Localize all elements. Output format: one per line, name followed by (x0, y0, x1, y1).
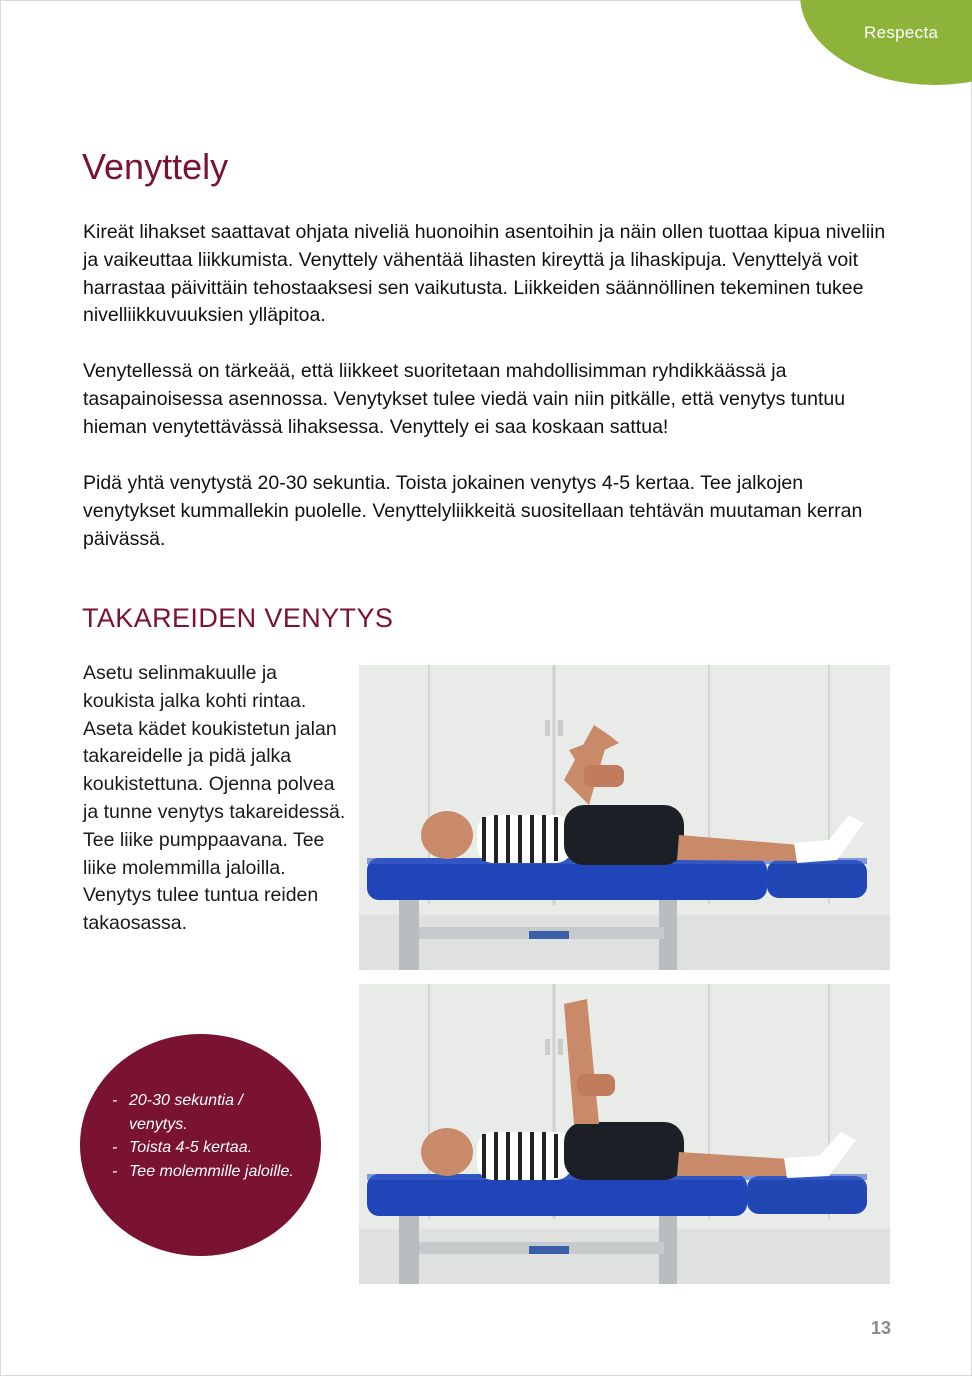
summary-circle (80, 1034, 321, 1256)
page-number: 13 (871, 1318, 892, 1338)
duration-paragraph: Pidä yhtä venytystä 20-30 sekuntia. Toista jokainen venytys 4-5 kertaa. Tee jalkojen venytykset kummallekin puolelle. Venyttelyliikkeitä suositellaan tehtävän muutaman kerran päivässä. (83, 472, 863, 550)
summary-item-sides: Tee molemmille jaloille. (129, 1162, 294, 1180)
summary-list (112, 1089, 297, 1183)
exercise-heading: TAKAREIDEN VENYTYS (82, 603, 394, 633)
exercise-photo-knee-bent (359, 665, 890, 970)
exercise-instructions: Asetu selinmakuulle ja koukista jalka kohti rintaa. Aseta kädet koukistetun jalan takareidelle ja pidä jalka koukistettuna. Ojenna polvea ja tunne venytys takareidessä. Tee liike pumppaavana. Tee liike molemmilla jaloilla. Venytys tulee tuntua reiden takaosassa. (83, 662, 346, 935)
summary-item-repeats: Toista 4-5 kertaa. (129, 1139, 253, 1156)
list-item: - 20-30 sekuntia / venytys. (112, 1089, 297, 1136)
summary-item-duration: 20-30 sekuntia / venytys. (129, 1092, 243, 1133)
page-title: Venyttely (82, 146, 229, 187)
brand-logo: Respecta (864, 23, 939, 42)
list-item: - Tee molemmille jaloille. (112, 1160, 297, 1184)
intro-paragraph: Kireät lihakset saattavat ohjata niveliä huonoihin asentoihin ja näin ollen tuottaa kipua niveliin ja vaikeuttaa liikkumista. Venyttely vähentää lihasten kireyttä ja lihaskipuja. Venyttelyä voit harrastaa päivittäin tehostaaksesi sen vaikutusta. Liikkeiden säännöllinen tekeminen tukee nivelliikkuvuuksien ylläpitoa. (83, 221, 886, 327)
list-item: - Toista 4-5 kertaa. (112, 1136, 297, 1160)
exercise-photo-leg-extended (359, 984, 890, 1284)
posture-paragraph: Venytellessä on tärkeää, että liikkeet suoritetaan mahdollisimman ryhdikkäässä ja tasapainoisessa asennossa. Venytykset tulee viedä vain niin pitkälle, että venytys tuntuu hieman venytettävässä lihaksessa. Venyttely ei saa koskaan sattua! (83, 360, 846, 438)
